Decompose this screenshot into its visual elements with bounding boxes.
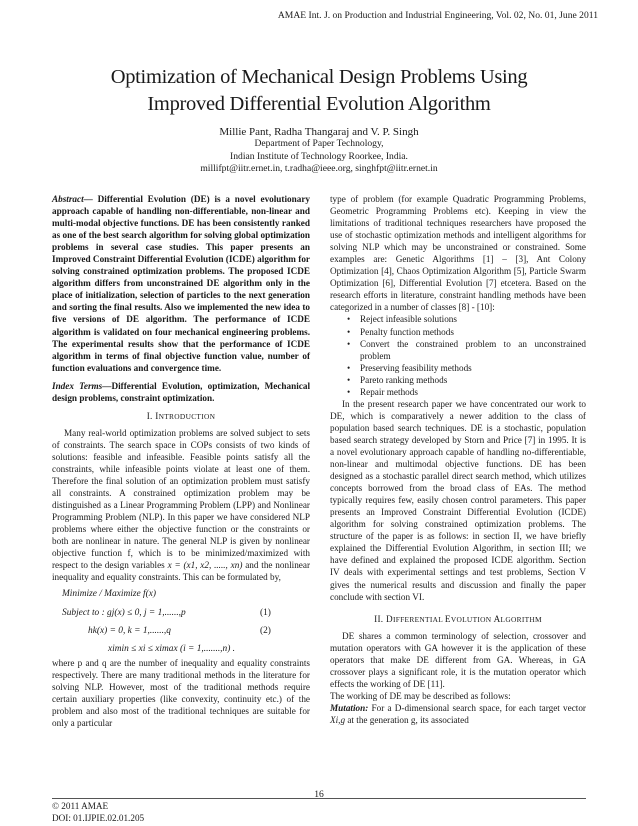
footer-divider	[52, 798, 586, 799]
equality-formula: hk(x) = 0, k = 1,......,q (2)	[88, 625, 271, 636]
right-paragraph-2: In the present research paper we have concentrated our work to DE, which is comparatively a newer addition to the class of population based search techniques. DE is a stochastic, population based search strategy developed by Storn and Price [7] in 1995. It is a novel evolutionary approach capable of handling no-differentiable, non-linear and multimodal objective functions. DE has been designed as a stochastic parallel direct search method, which utilizes concepts borrowed from the broad class of EAs. The method typically requires few, easily chosen control parameters. This paper presents an Improved Constraint Differential Evolution (ICDE) algorithm for solving constrained optimization problems. The structure of the paper is as follows: in section II, we have briefly explained the Differential Evolution Algorithm, in section III; we have defined and explained the proposed ICDE algorithm. Section IV deals with experimental settings and test problems, Section V gives the numerical results and discussion and finally the paper conclude with section VI.	[330, 398, 586, 602]
objective-formula: Minimize / Maximize f(x)	[62, 589, 156, 600]
affiliation-emails: millifpt@iitr.ernet.in, t.radha@ieee.org, singhfpt@iitr.ernet.in	[200, 163, 438, 174]
title-line-1: Optimization of Mechanical Design Problems Using	[110, 66, 528, 88]
paper-title	[0, 64, 638, 118]
section-1-heading: I. INTRODUCTION	[146, 410, 216, 421]
intro-paragraph: Many real-world optimization problems are solved subject to sets of constraints. The search space in COPs consists of two kinds of solutions: feasible and infeasible. Feasible points satisfy all the constraints, while infeasible points violate at least one of them. Therefore the final solution of an optimization problem must satisfy all constraints. A constrained optimization problem may be distinguished as a Linear Programming Problem (LPP) and Nonlinear Programming Problem (NLP). In this paper we have considered NLP problems where either the objective function or the constraints or both are nonlinear in nature. The general NLP is given by nonlinear objective function f, which is to be minimized/maximized with respect to the design variables x = (x1, x2, ....., xn) and the nonlinear inequality and equality constraints. This can be formulated by,	[52, 427, 311, 583]
equation-number-2: (2)	[260, 625, 271, 636]
title-line-2: Improved Differential Evolution Algorithm	[147, 93, 491, 115]
equation-number-1: (1)	[260, 607, 271, 618]
list-item: • Penalty function methods	[360, 326, 586, 338]
design-variable-vector: x = (x1, x2, ....., xn)	[167, 560, 243, 571]
mutation-paragraph: Mutation: For a D-dimensional search space, for each target vector Xi,g at the generation g, its associated	[330, 702, 586, 725]
list-item: • Preserving feasibility methods	[360, 362, 586, 374]
abstract-text: Differential Evolution (DE) is a novel evolutionary approach capable of handling non-differentiable, non-linear and multi-modal objective functions. DE has been consistently ranked as one of the best search algorithm for solving global optimization problems in several case studies. This paper presents an Improved Constraint Differential Evolution (ICDE) algorithm for solving constrained optimization problems. The proposed ICDE algorithm differs from unconstrained DE algorithm only in the place of initialization, selection of particles to the next generation and sorting the final results. Also we implemented the new idea to five versions of DE algorithm. The performance of ICDE algorithm is validated on four mechanical engineering problems. The experimental results show that the performance of ICDE algorithm in terms of final objective function value, number of function evaluations and convergence time.	[52, 194, 310, 373]
affiliation	[0, 138, 638, 176]
abstract	[52, 193, 310, 374]
target-vector: Xi,g	[330, 714, 346, 725]
journal-header: AMAE Int. J. on Production and Industrial Engineering, Vol. 02, No. 01, June 2011	[277, 10, 598, 21]
footer-copyright: © 2011 AMAE	[52, 801, 109, 811]
list-item: • Repair methods	[360, 386, 586, 398]
abstract-label: Abstract—	[52, 194, 93, 204]
intro-paragraph-2: where p and q are the number of inequality and equality constraints respectively. There are many traditional methods in the literature for solving NLP. However, most of the traditional methods require certain auxiliary properties (like convexity, continuity etc.) of the problem and also most of the traditional techniques are suitable for only a particular	[52, 657, 310, 728]
affiliation-dept: Department of Paper Technology,	[254, 138, 384, 149]
right-paragraph-1: type of problem (for example Quadratic Programming Problems, Geometric Programming Problems etc). Keeping in view the limitations of traditional techniques researchers have proposed the use of stochastic optimization methods and intelligent algorithms for solving NLP which may be unconstrained or constrained. Some examples are: Genetic Algorithms [1] – [3], Ant Colony Optimization [4], Chaos Optimization Algorithm [5], Particle Swarm Optimization [6], Differential Evolution [7] etcetera. Based on the research efforts in literature, constraint handling methods have been categorized in a number of classes [8] - [10]:	[330, 194, 586, 313]
de-working: The working of DE may be described as follows:	[330, 690, 511, 701]
authors: Millie Pant, Radha Thangaraj and V. P. Singh	[219, 126, 419, 138]
right-column	[330, 193, 586, 726]
left-column	[52, 193, 310, 729]
mutation-label: Mutation:	[330, 702, 369, 713]
de-paragraph: DE shares a common terminology of selection, crossover and mutation operators with GA however it is the application of these operators that make DE different from GA. Whereas, in GA crossover plays a significant role, it is the mutation operator which effects the working of DE [11].	[330, 630, 586, 689]
list-item: • Pareto ranking methods	[360, 374, 586, 386]
list-item: • Convert the constrained problem to an unconstrained problem	[360, 338, 586, 362]
bounds-formula: ximin ≤ xi ≤ ximax (i = 1,.......,n) .	[108, 643, 236, 654]
affiliation-institute: Indian Institute of Technology Roorkee, India.	[230, 150, 408, 162]
index-terms-text: Differential Evolution, optimization, Mechanical design problems, constraint optimization.	[52, 380, 310, 403]
page-number: 16	[314, 789, 324, 800]
constraint-methods-list	[330, 313, 586, 397]
footer-doi: DOI: 01.IJPIE.02.01.205	[52, 813, 145, 823]
list-item: • Reject infeasible solutions	[360, 313, 586, 325]
inequality-formula: Subject to : gj(x) ≤ 0, j = 1,......,p (1)	[62, 607, 271, 618]
index-terms	[52, 380, 310, 404]
index-terms-label: Index Terms—	[52, 380, 112, 391]
section-2-heading: II. DIFFERENTIAL EVOLUTION ALGORITHM	[374, 613, 542, 624]
